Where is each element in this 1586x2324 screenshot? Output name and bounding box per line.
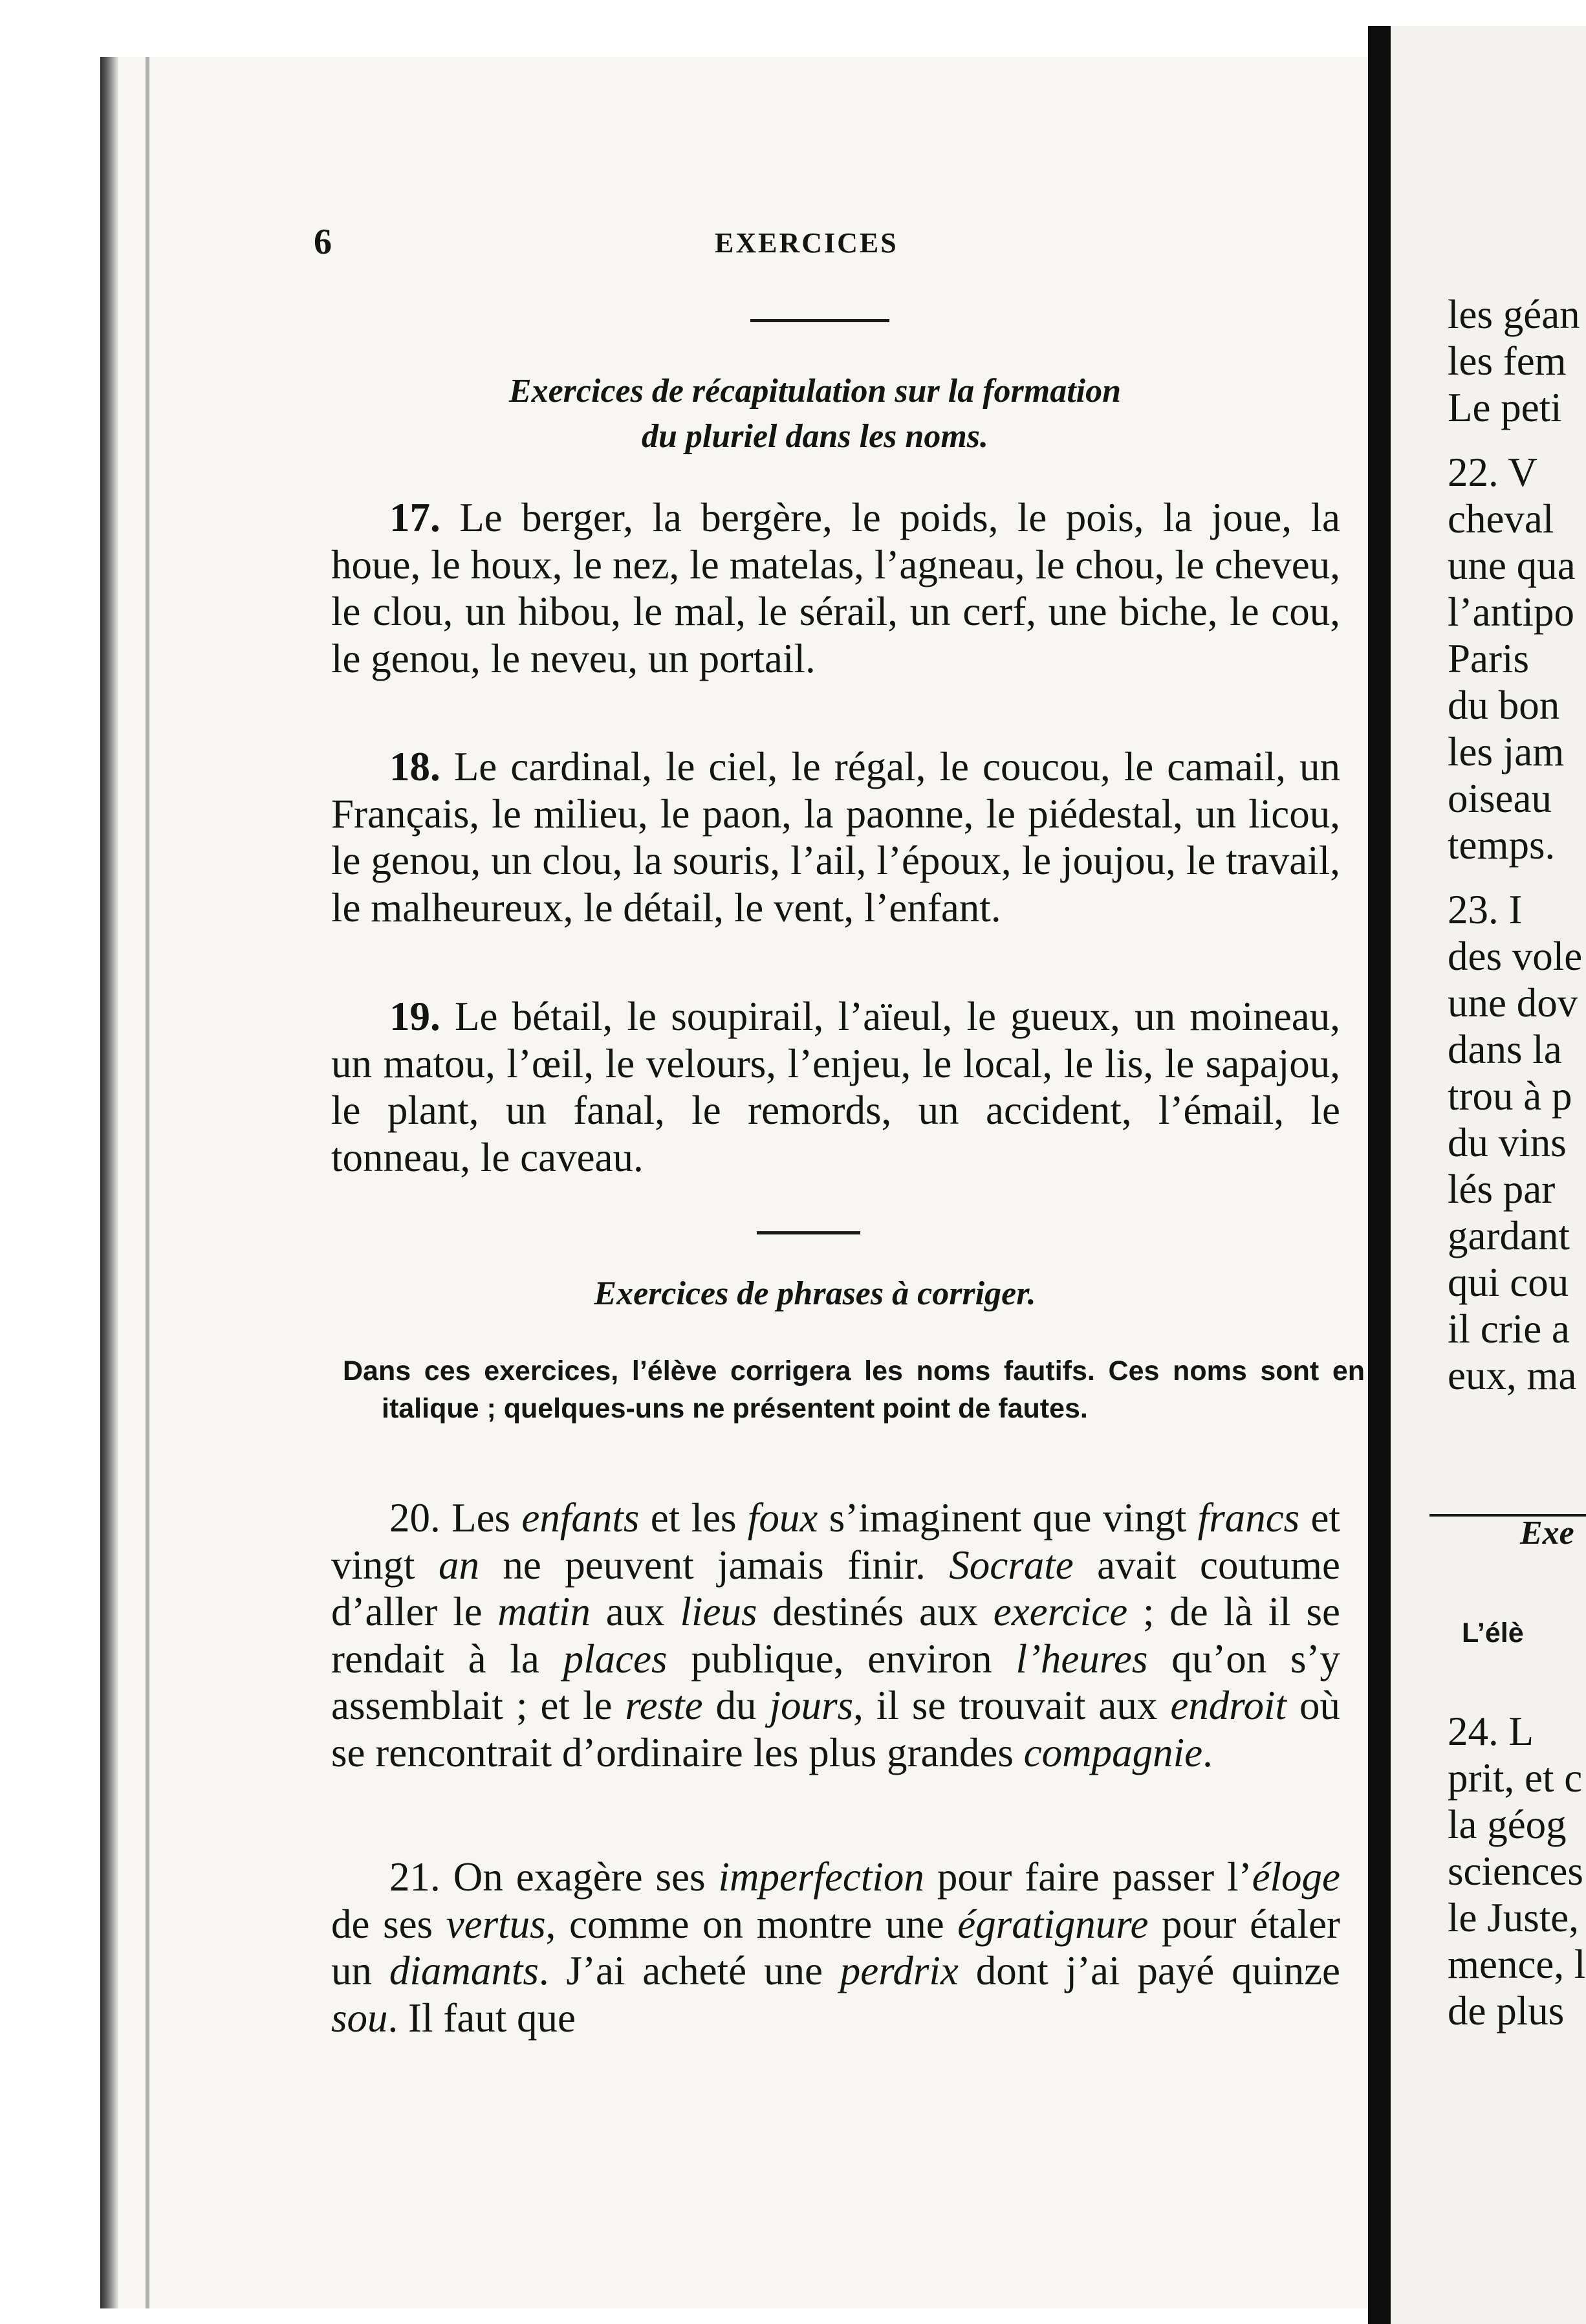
italic-noun: matin	[497, 1589, 591, 1634]
text-run: aux	[590, 1589, 680, 1634]
italic-noun: compagnie	[1023, 1729, 1203, 1775]
section-rule-middle	[757, 1231, 860, 1234]
text-run: pour faire passer l’	[924, 1854, 1252, 1900]
text-run: Les	[451, 1495, 522, 1540]
exercise-number: 17.	[389, 495, 440, 540]
facing-line: Le peti	[1448, 385, 1562, 430]
text-run: pour étaler un	[331, 1901, 1341, 1993]
text-run: dont j’ai payé quinze	[958, 1948, 1341, 1993]
book-spine-shadow	[100, 57, 118, 2308]
facing-line: trou à p	[1448, 1073, 1572, 1119]
text-run: . J’ai acheté une	[538, 1948, 840, 1993]
text-run: , il se trouvait aux	[853, 1683, 1171, 1728]
text-run: On exagère ses	[453, 1854, 719, 1900]
facing-line: les fem	[1448, 338, 1567, 384]
facing-line: l’antipo	[1448, 589, 1574, 635]
italic-noun: francs	[1197, 1495, 1300, 1540]
facing-note: L’élè	[1462, 1617, 1524, 1649]
book-gutter	[1368, 26, 1391, 2324]
page-number: 6	[314, 222, 332, 262]
italic-noun: perdrix	[840, 1948, 959, 1993]
italic-noun: reste	[625, 1683, 703, 1728]
page-edge-line	[146, 57, 149, 2308]
text-run: ; de là il se rendait à la	[331, 1589, 1341, 1682]
text-run: . Il faut que	[387, 1995, 576, 2041]
facing-line: la géog	[1448, 1802, 1567, 1847]
facing-line: des vole	[1448, 934, 1583, 979]
italic-noun: Socrate	[949, 1542, 1074, 1588]
italic-noun: endroit	[1170, 1683, 1287, 1728]
facing-page	[1391, 26, 1586, 2324]
facing-line: oiseau	[1448, 776, 1552, 821]
text-run: et les	[639, 1495, 748, 1540]
text-run: de ses	[331, 1901, 446, 1947]
instruction-note: Dans ces exercices, l’élève corrigera les noms fautifs. Ces noms sont en italique ; quelques-uns ne présentent point de fautes.	[343, 1355, 1365, 1424]
italic-noun: vertus	[446, 1901, 546, 1947]
exercise-17	[331, 494, 1340, 682]
facing-line: du bon	[1448, 683, 1560, 728]
exercise-text: Le cardinal, le ciel, le régal, le coucou, le camail, un Français, le milieu, le paon, la paonne, le piédestal, un licou, le genou, un clou, la souris, l’ail, l’époux, le joujou, le travail, le malheureux, le détail, le vent, l’enfant.	[331, 744, 1341, 930]
italic-noun: imperfection	[718, 1854, 924, 1900]
section1-heading-line1: Exercices de récapitulation sur la formation	[508, 373, 1122, 410]
section1-heading	[285, 369, 1345, 459]
text-run: , comme on montre une	[545, 1901, 958, 1947]
facing-line: prit, et c	[1448, 1755, 1583, 1801]
exercise-number: 18.	[389, 744, 440, 789]
facing-line: dans la	[1448, 1027, 1562, 1072]
facing-line: une qua	[1448, 543, 1576, 588]
facing-line: de plus	[1448, 1988, 1565, 2034]
italic-noun: foux	[747, 1495, 818, 1540]
facing-line: 24. L	[1448, 1709, 1534, 1754]
exercise-number: 21.	[389, 1854, 440, 1900]
text-run: publique, environ	[667, 1636, 1016, 1682]
facing-line: sciences	[1448, 1848, 1583, 1894]
text-run: ne peuvent jamais finir.	[479, 1542, 950, 1588]
facing-line: mence, l	[1448, 1942, 1586, 1987]
exercise-text: Le bétail, le soupirail, l’aïeul, le gueux, un moineau, un matou, l’œil, le velours, l’enjeu, le local, le lis, le sapajou, le plant, un fanal, le remords, un accident, l’émail, le tonneau, le caveau.	[331, 994, 1341, 1180]
facing-line: les géan	[1448, 292, 1580, 337]
text-run: avait coutume d’aller le	[331, 1542, 1340, 1634]
facing-line: 22. V	[1448, 450, 1537, 495]
italic-noun: jours	[769, 1683, 854, 1728]
italic-noun: an	[438, 1542, 479, 1588]
italic-noun: l’heures	[1016, 1636, 1148, 1682]
facing-line: gardant	[1448, 1213, 1570, 1258]
facing-line: il crie a	[1448, 1306, 1570, 1352]
text-run: destinés aux	[757, 1589, 994, 1634]
italic-noun: places	[563, 1636, 668, 1682]
text-run: s’imaginent que vingt	[818, 1495, 1198, 1540]
italic-noun: exercice	[993, 1589, 1128, 1634]
facing-heading: Exe	[1520, 1515, 1574, 1551]
italic-noun: sou	[331, 1995, 388, 2041]
facing-line: qui cou	[1448, 1260, 1569, 1305]
facing-line: le Juste,	[1448, 1895, 1579, 1940]
section-rule-top	[750, 319, 889, 322]
italic-noun: diamants	[389, 1948, 539, 1993]
facing-line: 23. I	[1448, 887, 1523, 932]
text-run: et vingt	[331, 1495, 1341, 1588]
facing-line: eux, ma	[1448, 1353, 1577, 1398]
facing-line: lés par	[1448, 1167, 1556, 1212]
exercise-18	[331, 743, 1340, 931]
facing-line: temps.	[1448, 822, 1556, 868]
italic-noun: lieus	[680, 1589, 757, 1634]
italic-noun: éloge	[1252, 1854, 1340, 1900]
facing-line: du vins	[1448, 1120, 1567, 1165]
facing-line: une dov	[1448, 980, 1578, 1025]
exercise-19	[331, 993, 1340, 1181]
page-header	[314, 221, 1349, 280]
text-run: qu’on s’y assemblait ; et le	[331, 1636, 1341, 1728]
exercise-text: Le berger, la bergère, le poids, le pois, la joue, la houe, le houx, le nez, le matelas, l’agneau, le chou, le cheveu, le clou, un hibou, le mal, le sérail, un cerf, une biche, le cou, le genou, le neveu, un portail.	[331, 495, 1340, 681]
facing-line: Paris	[1448, 636, 1529, 681]
text-run: où se rencontrait d’ordinaire les plus grandes	[331, 1683, 1341, 1775]
italic-noun: égratignure	[957, 1901, 1149, 1947]
exercise-number: 20.	[389, 1495, 440, 1540]
section1-heading-line2: du pluriel dans les noms.	[641, 418, 989, 455]
exercise-21	[331, 1854, 1340, 2041]
facing-line: cheval	[1448, 496, 1554, 542]
exercise-number: 19.	[389, 994, 440, 1039]
text-run: .	[1202, 1729, 1213, 1775]
text-run: du	[702, 1683, 770, 1728]
section2-heading: Exercices de phrases à corriger.	[594, 1275, 1036, 1312]
running-head: EXERCICES	[715, 227, 898, 259]
facing-line: les jam	[1448, 729, 1565, 774]
exercise-20	[331, 1495, 1340, 1776]
italic-noun: enfants	[521, 1495, 640, 1540]
